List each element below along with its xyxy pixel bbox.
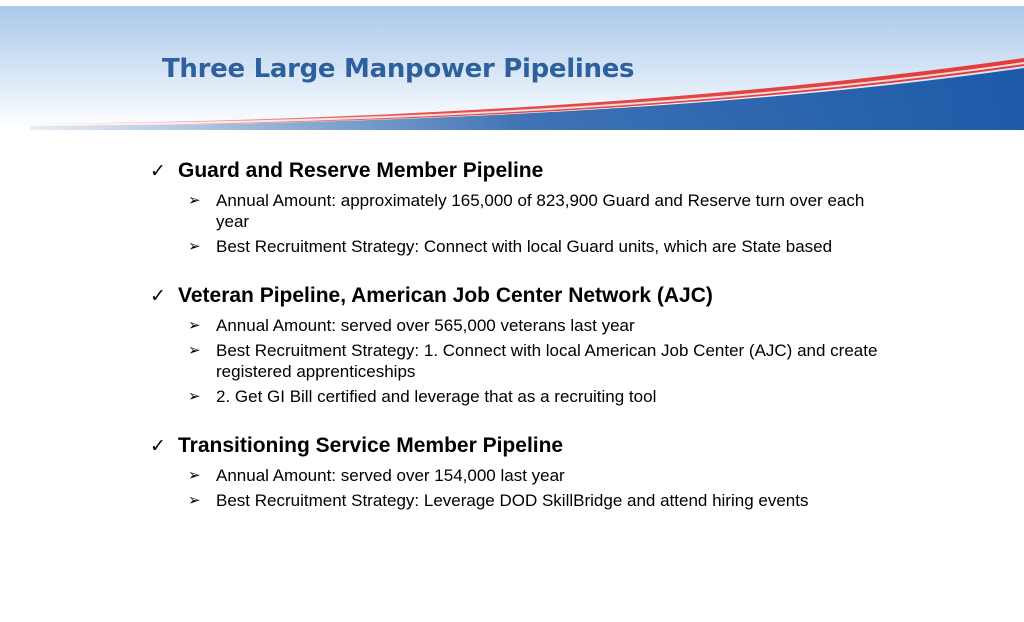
bullet-list <box>188 315 890 407</box>
arrow-bullet-icon: ➢ <box>188 237 201 255</box>
section-heading-text: Transitioning Service Member Pipeline <box>178 434 564 457</box>
slide-body <box>150 158 890 537</box>
section-heading <box>150 433 890 459</box>
arrow-bullet-icon: ➢ <box>188 491 201 509</box>
section-heading <box>150 158 890 184</box>
bullet-text: 2. Get GI Bill certified and leverage that as a recruiting tool <box>216 387 657 406</box>
list-item <box>188 315 890 336</box>
list-item <box>188 190 890 232</box>
list-item <box>188 490 890 511</box>
section-heading-text: Veteran Pipeline, American Job Center Network (AJC) <box>178 284 713 307</box>
arrow-bullet-icon: ➢ <box>188 191 201 209</box>
list-item <box>188 236 890 257</box>
arrow-bullet-icon: ➢ <box>188 387 201 405</box>
bullet-text: Best Recruitment Strategy: 1. Connect with local American Job Center (AJC) and create registered apprenticeships <box>216 341 878 381</box>
bullet-text: Annual Amount: served over 565,000 veterans last year <box>216 316 635 335</box>
section-heading-text: Guard and Reserve Member Pipeline <box>178 159 544 182</box>
checkmark-icon: ✓ <box>150 435 166 457</box>
bullet-list <box>188 465 890 511</box>
bullet-text: Best Recruitment Strategy: Leverage DOD SkillBridge and attend hiring events <box>216 491 809 510</box>
bullet-text: Best Recruitment Strategy: Connect with local Guard units, which are State based <box>216 237 833 256</box>
bullet-list <box>188 190 890 257</box>
list-item <box>188 386 890 407</box>
section-transitioning <box>150 433 890 511</box>
arrow-bullet-icon: ➢ <box>188 316 201 334</box>
bullet-text: Annual Amount: approximately 165,000 of 823,900 Guard and Reserve turn over each year <box>216 191 865 231</box>
arrow-bullet-icon: ➢ <box>188 466 201 484</box>
list-item <box>188 340 890 382</box>
section-heading <box>150 283 890 309</box>
checkmark-icon: ✓ <box>150 285 166 307</box>
slide-header <box>0 0 1024 140</box>
section-guard-reserve <box>150 158 890 257</box>
section-veteran <box>150 283 890 407</box>
slide-title: Three Large Manpower Pipelines <box>162 54 635 84</box>
list-item <box>188 465 890 486</box>
arrow-bullet-icon: ➢ <box>188 341 201 359</box>
bullet-text: Annual Amount: served over 154,000 last year <box>216 466 565 485</box>
checkmark-icon: ✓ <box>150 160 166 182</box>
